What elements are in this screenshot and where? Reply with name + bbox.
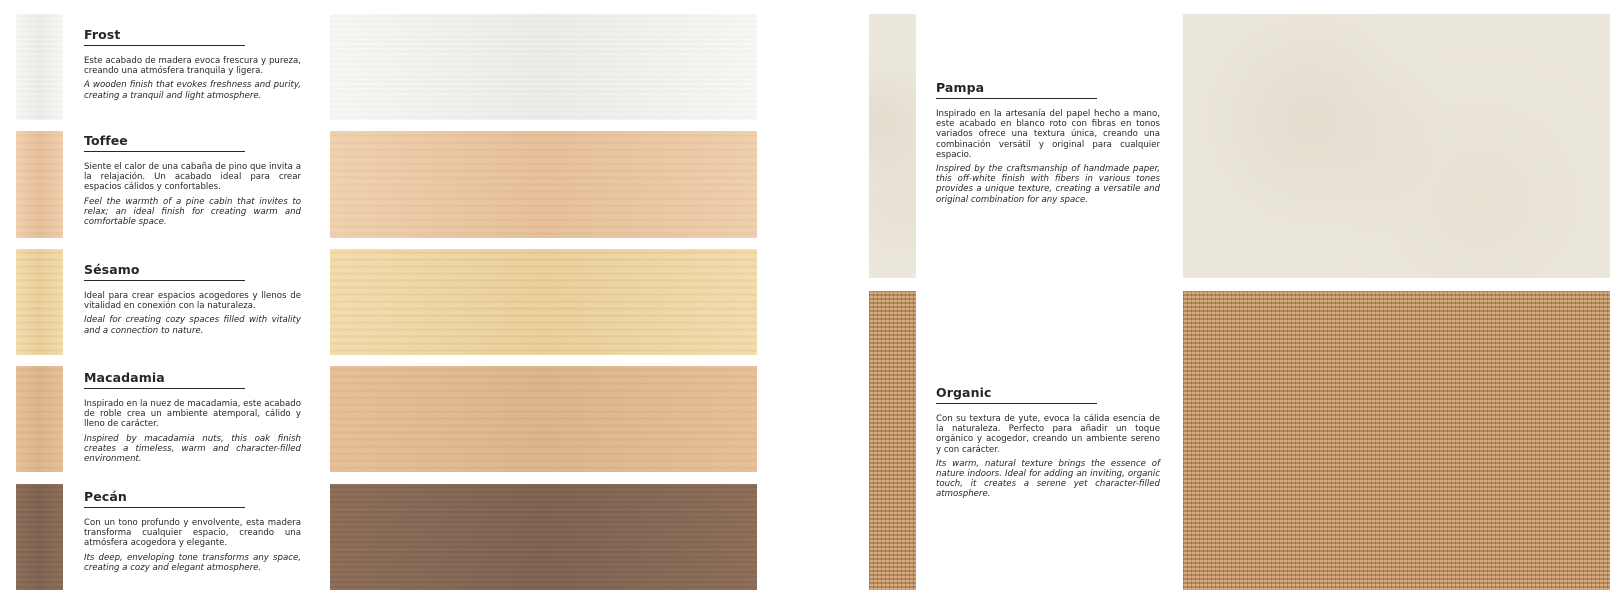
pampa-description-es: Inspirado en la artesanía del papel hecho a mano, este acabado en blanco roto con fibras en tonos variados ofrece una textura única, creando una combinación versátil y original para cualquier espacio. xyxy=(936,109,1160,160)
toffee-swatch-small xyxy=(16,131,63,238)
macadamia-swatch-large xyxy=(330,366,757,472)
organic-title: Organic xyxy=(936,385,992,400)
frost-swatch-small xyxy=(16,14,63,120)
pampa-title: Pampa xyxy=(936,80,985,95)
organic-rule xyxy=(936,403,1097,404)
toffee-description-es: Siente el calor de una cabaña de pino que invita a la relajación. Un acabado ideal para crear espacios cálidos y confortables. xyxy=(84,162,301,193)
pecan-swatch-large xyxy=(330,484,757,590)
pecan-entry xyxy=(84,489,301,573)
frost-description-en: A wooden finish that evokes freshness and purity, creating a tranquil and light atmosphere. xyxy=(84,80,301,101)
organic-swatch-large xyxy=(1183,291,1610,590)
pecan-description-es: Con un tono profundo y envolvente, esta madera transforma cualquier espacio, creando una atmósfera acogedora y elegante. xyxy=(84,518,301,549)
sesamo-description-es: Ideal para crear espacios acogedores y llenos de vitalidad en conexión con la naturaleza. xyxy=(84,291,301,312)
pecan-swatch-small xyxy=(16,484,63,590)
pampa-swatch-small xyxy=(869,14,916,278)
frost-description-es: Este acabado de madera evoca frescura y pureza, creando una atmósfera tranquila y ligera. xyxy=(84,56,301,77)
pecan-title: Pecán xyxy=(84,489,127,504)
macadamia-swatch-small xyxy=(16,366,63,472)
toffee-title: Toffee xyxy=(84,133,128,148)
pecan-description-en: Its deep, enveloping tone transforms any space, creating a cozy and elegant atmosphere. xyxy=(84,552,301,573)
frost-swatch-large xyxy=(330,14,757,120)
macadamia-rule xyxy=(84,388,245,389)
toffee-entry xyxy=(84,133,301,227)
frost-title: Frost xyxy=(84,27,121,42)
toffee-swatch-large xyxy=(330,131,757,238)
sesamo-entry xyxy=(84,262,301,336)
organic-entry xyxy=(936,385,1160,500)
sesamo-description-en: Ideal for creating cozy spaces filled with vitality and a connection to nature. xyxy=(84,315,301,336)
sesamo-swatch-small xyxy=(16,249,63,355)
macadamia-entry xyxy=(84,370,301,464)
organic-description-en: Its warm, natural texture brings the essence of nature indoors. Ideal for adding an inviting, organic touch, it creates a serene yet character-filled atmosphere. xyxy=(936,458,1160,500)
pampa-swatch-large xyxy=(1183,14,1610,278)
sesamo-rule xyxy=(84,280,245,281)
frost-entry xyxy=(84,27,301,101)
organic-description-es: Con su textura de yute, evoca la cálida esencia de la naturaleza. Perfecto para añadir un toque orgánico y acogedor, creando un ambiente sereno y con carácter. xyxy=(936,414,1160,455)
sesamo-title: Sésamo xyxy=(84,262,140,277)
toffee-description-en: Feel the warmth of a pine cabin that invites to relax; an ideal finish for creating warm and comfortable space. xyxy=(84,196,301,228)
pampa-description-en: Inspired by the craftsmanship of handmade paper, this off-white finish with fibers in various tones provides a unique texture, creating a versatile and original combination for any space. xyxy=(936,164,1160,205)
organic-swatch-small xyxy=(869,291,916,590)
pampa-rule xyxy=(936,98,1097,99)
macadamia-description-es: Inspirado en la nuez de macadamia, este acabado de roble crea un ambiente atemporal, cálido y lleno de carácter. xyxy=(84,399,301,430)
toffee-rule xyxy=(84,151,245,152)
macadamia-description-en: Inspired by macadamia nuts, this oak finish creates a timeless, warm and character-filled environment. xyxy=(84,433,301,465)
sesamo-swatch-large xyxy=(330,249,757,355)
pampa-entry xyxy=(936,80,1160,205)
pecan-rule xyxy=(84,507,245,508)
macadamia-title: Macadamia xyxy=(84,370,165,385)
frost-rule xyxy=(84,45,245,46)
